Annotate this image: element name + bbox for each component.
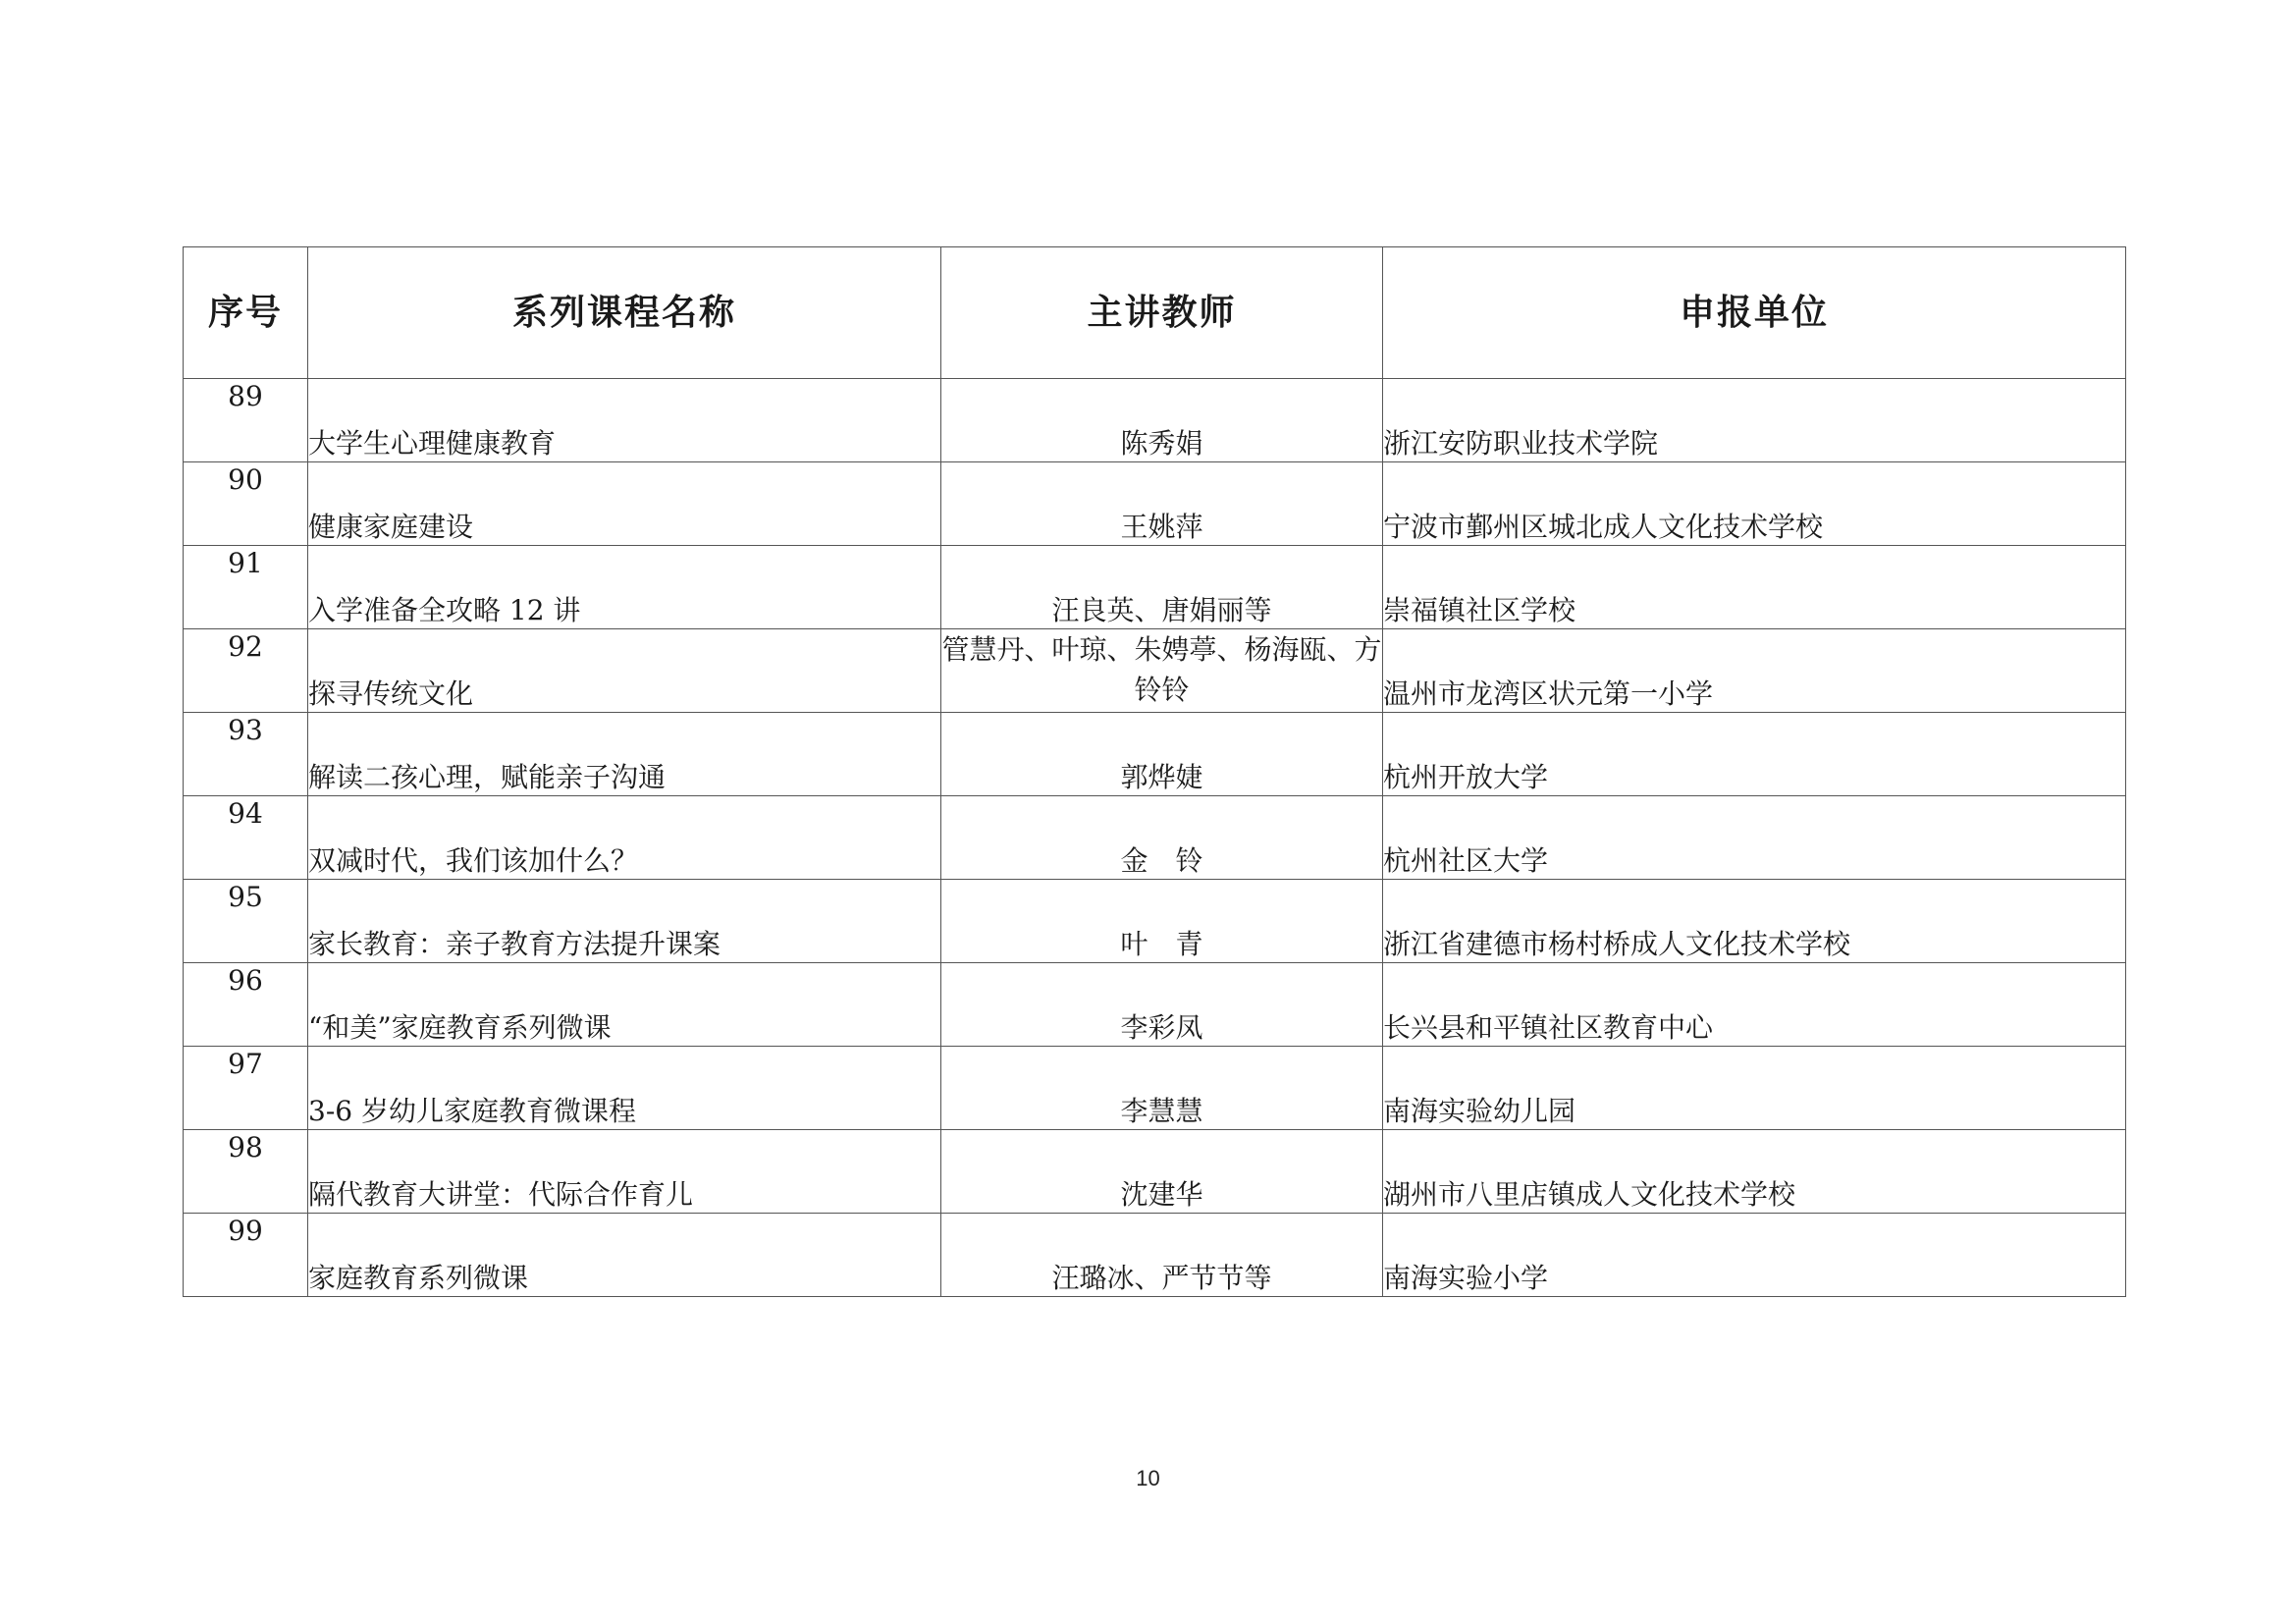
cell-course-name: “和美”家庭教育系列微课 <box>308 963 941 1047</box>
cell-unit: 长兴县和平镇社区教育中心 <box>1383 963 2126 1047</box>
cell-course-name: 家庭教育系列微课 <box>308 1214 941 1297</box>
cell-teacher: 王姚萍 <box>941 462 1383 546</box>
cell-teacher: 李彩凤 <box>941 963 1383 1047</box>
cell-teacher: 金 铃 <box>941 796 1383 880</box>
cell-course-name: 大学生心理健康教育 <box>308 379 941 462</box>
cell-no: 90 <box>184 462 308 546</box>
header-course-name: 系列课程名称 <box>308 247 941 379</box>
table-row <box>184 379 2126 462</box>
table-row <box>184 462 2126 546</box>
cell-teacher: 叶 青 <box>941 880 1383 963</box>
header-unit: 申报单位 <box>1383 247 2126 379</box>
cell-no: 95 <box>184 880 308 963</box>
cell-unit: 浙江省建德市杨村桥成人文化技术学校 <box>1383 880 2126 963</box>
table-row <box>184 546 2126 629</box>
cell-no: 89 <box>184 379 308 462</box>
cell-no: 98 <box>184 1130 308 1214</box>
cell-no: 93 <box>184 713 308 796</box>
course-table <box>183 246 2126 1297</box>
cell-teacher: 李慧慧 <box>941 1047 1383 1130</box>
cell-teacher: 汪良英、唐娟丽等 <box>941 546 1383 629</box>
table-row <box>184 880 2126 963</box>
cell-course-name: 入学准备全攻略 12 讲 <box>308 546 941 629</box>
header-no: 序号 <box>184 247 308 379</box>
cell-teacher: 郭烨婕 <box>941 713 1383 796</box>
cell-no: 91 <box>184 546 308 629</box>
header-teacher: 主讲教师 <box>941 247 1383 379</box>
cell-no: 99 <box>184 1214 308 1297</box>
cell-unit: 杭州开放大学 <box>1383 713 2126 796</box>
cell-no: 92 <box>184 629 308 713</box>
cell-unit: 南海实验幼儿园 <box>1383 1047 2126 1130</box>
cell-no: 96 <box>184 963 308 1047</box>
cell-no: 94 <box>184 796 308 880</box>
cell-unit: 南海实验小学 <box>1383 1214 2126 1297</box>
cell-course-name: 健康家庭建设 <box>308 462 941 546</box>
cell-course-name: 探寻传统文化 <box>308 629 941 713</box>
cell-unit: 浙江安防职业技术学院 <box>1383 379 2126 462</box>
cell-unit: 宁波市鄞州区城北成人文化技术学校 <box>1383 462 2126 546</box>
page-number: 10 <box>1136 1466 1160 1490</box>
cell-course-name: 3-6 岁幼儿家庭教育微课程 <box>308 1047 941 1130</box>
cell-unit: 崇福镇社区学校 <box>1383 546 2126 629</box>
table-row <box>184 796 2126 880</box>
cell-course-name: 双减时代，我们该加什么？ <box>308 796 941 880</box>
cell-unit: 温州市龙湾区状元第一小学 <box>1383 629 2126 713</box>
cell-course-name: 解读二孩心理，赋能亲子沟通 <box>308 713 941 796</box>
cell-teacher: 汪璐冰、严节节等 <box>941 1214 1383 1297</box>
cell-unit: 湖州市八里店镇成人文化技术学校 <box>1383 1130 2126 1214</box>
cell-no: 97 <box>184 1047 308 1130</box>
table-row <box>184 963 2126 1047</box>
table-row <box>184 1130 2126 1214</box>
cell-teacher: 管慧丹、叶琼、朱娉葶、杨海瓯、方铃铃 <box>941 629 1383 713</box>
table-row <box>184 629 2126 713</box>
table-row <box>184 1214 2126 1297</box>
cell-course-name: 家长教育：亲子教育方法提升课案 <box>308 880 941 963</box>
cell-teacher: 陈秀娟 <box>941 379 1383 462</box>
cell-unit: 杭州社区大学 <box>1383 796 2126 880</box>
table-row <box>184 713 2126 796</box>
cell-teacher: 沈建华 <box>941 1130 1383 1214</box>
table-row <box>184 1047 2126 1130</box>
table-header-row <box>184 247 2126 379</box>
cell-course-name: 隔代教育大讲堂：代际合作育儿 <box>308 1130 941 1214</box>
